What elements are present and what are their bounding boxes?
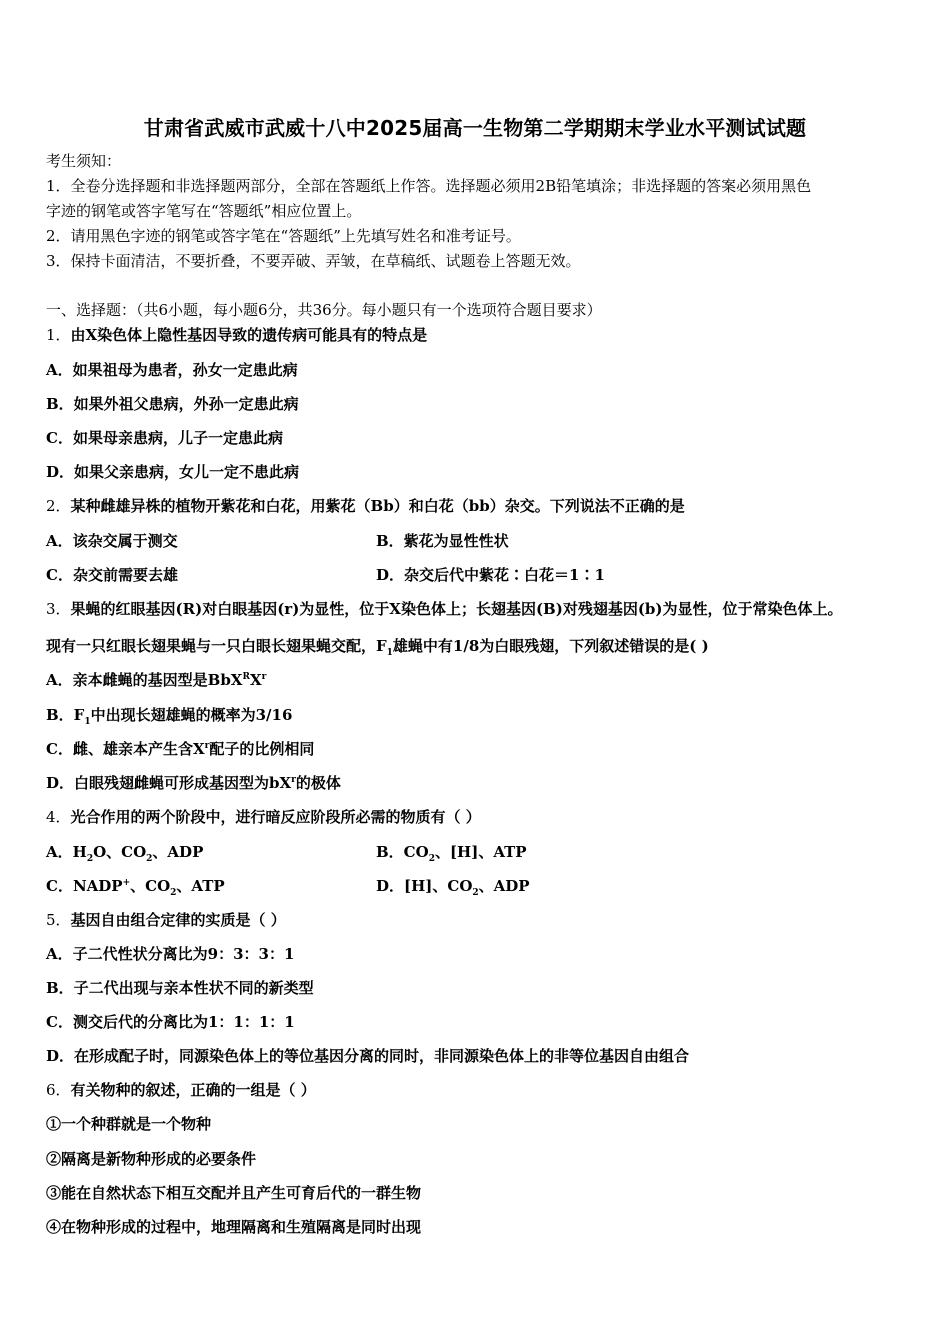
section-heading: 一、选择题：（共6小题，每小题6分，共36分。每小题只有一个选项符合题目要求） (46, 301, 602, 319)
q4-c-p2: 、CO (130, 877, 171, 895)
q5-option-d: D．在形成配子时，同源染色体上的等位基因分离的同时，非同源染色体上的非等位基因自由组合 (46, 1047, 690, 1065)
q4-c-p1: C．NADP (46, 877, 123, 895)
q3-b-part-1: B．F (46, 706, 85, 724)
q4-c-p3: 、ATP (176, 877, 225, 895)
q3-stem-part-a: 现有一只红眼长翅果蝇与一只白眼长翅果蝇交配，F (46, 637, 387, 655)
q3-a-part-1: A．亲本雌蝇的基因型是BbX (46, 671, 243, 689)
q3-option-b (46, 705, 292, 725)
q3-option-d (46, 773, 341, 793)
q5-option-c: C．测交后代的分离比为1：1：1：1 (46, 1013, 295, 1031)
q3-a-part-2: X (249, 671, 262, 689)
q4-option-a (46, 842, 203, 862)
q4-a-p2: O、CO (93, 843, 147, 861)
q6-item-1: ①一个种群就是一个物种 (46, 1115, 212, 1133)
question-1-stem (46, 325, 427, 345)
q4-d-p1: D．[H]、CO (376, 877, 473, 895)
notice-item-2: 2．请用黑色字迹的钢笔或答字笔在“答题纸”上先填写姓名和准考证号。 (46, 227, 521, 245)
q4-b-sub: 2 (428, 854, 435, 864)
question-6-number: 6． (46, 1081, 71, 1099)
q3-b-sub: 1 (84, 717, 91, 727)
q4-a-sub1: 2 (86, 854, 94, 864)
question-2-number: 2． (46, 497, 71, 515)
question-5-stem (46, 910, 286, 930)
q3-c-sup: r (204, 741, 210, 751)
q1-option-a: A．如果祖母为患者，孙女一定患此病 (46, 361, 298, 379)
q3-option-c (46, 739, 314, 759)
q3-option-a (46, 670, 266, 690)
notice-item-1-cont: 字迹的钢笔或答字笔写在“答题纸”相应位置上。 (46, 202, 362, 220)
q2-option-d: D．杂交后代中紫花∶白花＝1∶1 (376, 566, 605, 584)
q3-d-part-2: 的极体 (295, 774, 341, 792)
q4-d-p2: 、ADP (478, 877, 530, 895)
q3-stem-sub: 1 (386, 648, 393, 658)
question-1-text: 由X染色体上隐性基因导致的遗传病可能具有的特点是 (70, 326, 428, 344)
q4-a-p3: 、ADP (152, 843, 204, 861)
q3-c-part-1: C．雌、雄亲本产生含X (46, 740, 205, 758)
q3-stem-part-b: 雄蝇中有1/8为白眼残翅，下列叙述错误的是( ) (392, 637, 709, 655)
q4-option-d (376, 876, 530, 896)
q4-a-sub2: 2 (146, 854, 153, 864)
q6-item-3: ③能在自然状态下相互交配并且产生可育后代的一群生物 (46, 1184, 422, 1202)
q5-option-a: A．子二代性状分离比为9：3：3：1 (46, 945, 295, 963)
q1-option-c: C．如果母亲患病，儿子一定患此病 (46, 429, 283, 447)
question-1-number: 1． (46, 326, 71, 344)
question-6-text: 有关物种的叙述，正确的一组是（ ） (70, 1081, 316, 1099)
q4-a-p1: A．H (46, 843, 87, 861)
q4-option-c (46, 876, 225, 896)
question-5-text: 基因自由组合定律的实质是（ ） (70, 911, 286, 929)
q4-c-sub: 2 (170, 888, 177, 898)
q4-b-p1: B．CO (376, 843, 429, 861)
question-6-stem (46, 1080, 316, 1100)
notice-heading: 考生须知： (46, 152, 122, 170)
q1-option-b: B．如果外祖父患病，外孙一定患此病 (46, 395, 299, 413)
q3-b-part-2: 中出现长翅雄蝇的概率为3/16 (90, 706, 293, 724)
question-3-stem-line1 (46, 599, 843, 619)
notice-item-3: 3．保持卡面清洁，不要折叠，不要弄破、弄皱，在草稿纸、试题卷上答题无效。 (46, 252, 581, 270)
q3-a-sup-1: R (242, 672, 250, 682)
question-4-text: 光合作用的两个阶段中，进行暗反应阶段所必需的物质有（ ） (70, 808, 481, 826)
question-3-number: 3． (46, 600, 71, 618)
q2-option-a: A．该杂交属于测交 (46, 532, 178, 550)
q3-c-part-2: 配子的比例相同 (209, 740, 315, 758)
question-3-stem-line2 (46, 636, 709, 656)
question-4-stem (46, 807, 481, 827)
q4-d-sub: 2 (472, 888, 479, 898)
notice-item-1: 1．全卷分选择题和非选择题两部分，全部在答题纸上作答。选择题必须用2B铅笔填涂；非选择题的答案必须用黑色 (46, 177, 812, 195)
q4-b-p2: 、[H]、ATP (434, 843, 527, 861)
q5-option-b: B．子二代出现与亲本性状不同的新类型 (46, 979, 314, 997)
q6-item-2: ②隔离是新物种形成的必要条件 (46, 1150, 257, 1168)
question-4-number: 4． (46, 808, 71, 826)
question-5-number: 5． (46, 911, 71, 929)
q4-option-b (376, 842, 527, 862)
q3-d-part-1: D．白眼残翅雌蝇可形成基因型为bX (46, 774, 292, 792)
question-2-text: 某种雌雄异株的植物开紫花和白花，用紫花（Bb）和白花（bb）杂交。下列说法不正确的是 (70, 497, 685, 515)
q1-option-d: D．如果父亲患病，女儿一定不患此病 (46, 463, 300, 481)
question-2-stem (46, 496, 685, 516)
q6-item-4: ④在物种形成的过程中，地理隔离和生殖隔离是同时出现 (46, 1218, 422, 1236)
q4-c-sup: + (122, 878, 131, 888)
q3-a-sup-2: r (261, 672, 267, 682)
question-3-text-1: 果蝇的红眼基因(R)对白眼基因(r)为显性，位于X染色体上；长翅基因(B)对残翅基因(b)为显性，位于常染色体上。 (70, 600, 843, 618)
exam-title: 甘肃省武威市武威十八中2025届高一生物第二学期期末学业水平测试试题 (143, 116, 807, 140)
q2-option-b: B．紫花为显性性状 (376, 532, 509, 550)
q2-option-c: C．杂交前需要去雄 (46, 566, 178, 584)
q3-d-sup: r (291, 775, 296, 785)
